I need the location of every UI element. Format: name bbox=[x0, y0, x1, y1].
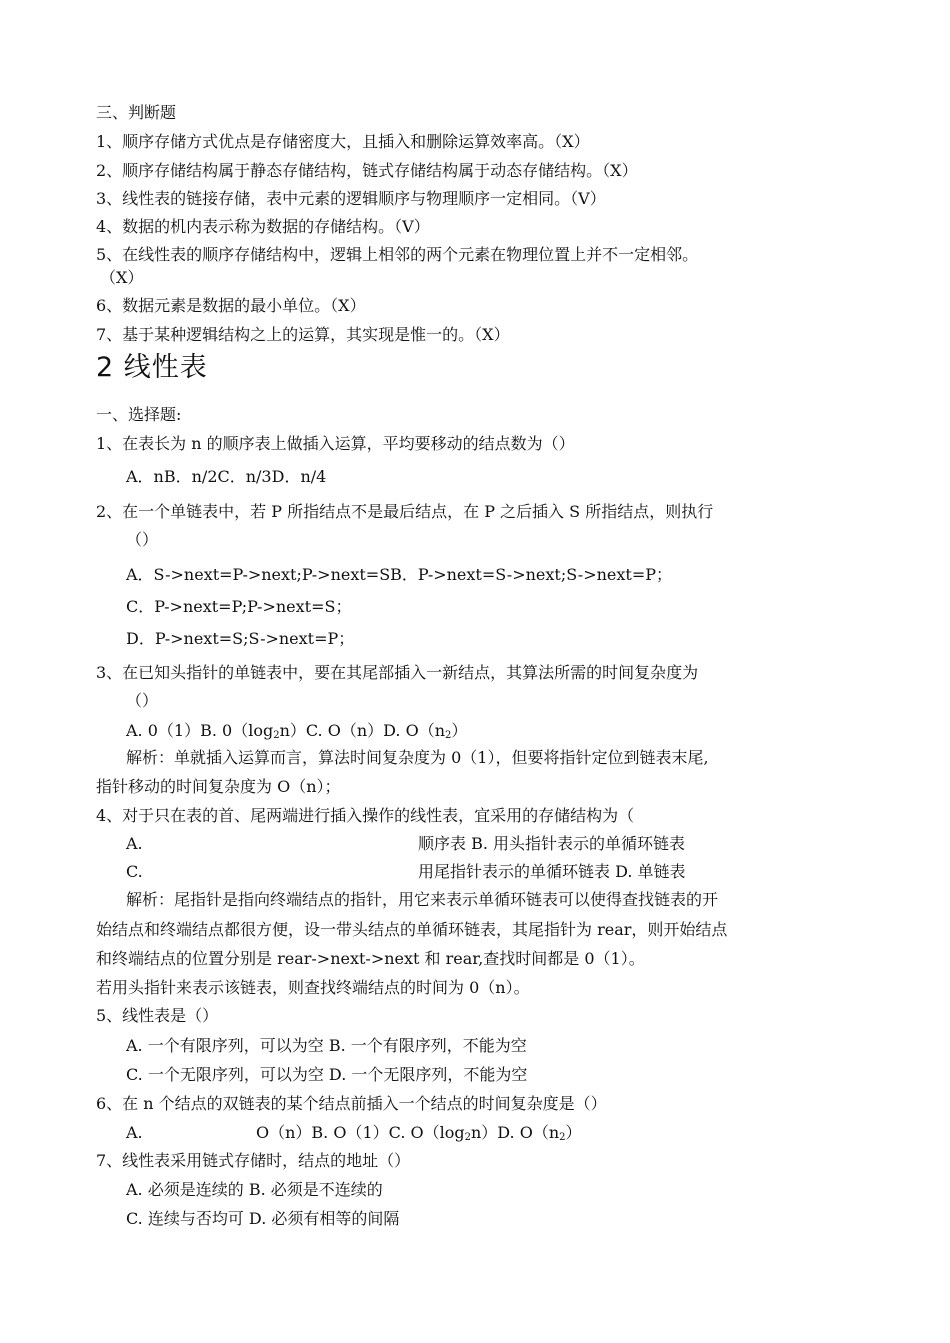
choice-q4-explanation-1: 解析：尾指针是指向终端结点的指针，用它来表示单循环链表可以使得查找链表的开 bbox=[126, 890, 719, 909]
choice-q4-explanation-4: 若用头指针来表示该链表，则查找终端结点的时间为 0（n）。 bbox=[96, 978, 530, 997]
judge-item-3: 3、线性表的链接存储，表中元素的逻辑顺序与物理顺序一定相同。（V） bbox=[96, 189, 606, 208]
choice-q3-explanation-1: 解析：单就插入运算而言，算法时间复杂度为 0（1），但要将指针定位到链表末尾, bbox=[126, 748, 709, 767]
choice-q2-option-ab: A．S->next=P->next;P->next=SB．P->next=S->next;S->next=P； bbox=[126, 565, 672, 584]
judge-item-6: 6、数据元素是数据的最小单位。（X） bbox=[96, 296, 366, 315]
choice-q4-explanation-2: 始结点和终端结点都很方便，设一带头结点的单循环链表，其尾指针为 rear，则开始结点 bbox=[96, 920, 728, 939]
judge-item-7: 7、基于某种逻辑结构之上的运算，其实现是惟一的。（X） bbox=[96, 325, 510, 344]
choice-q7-options-ab: A. 必须是连续的 B. 必须是不连续的 bbox=[126, 1180, 383, 1199]
chapter-title: 2 线性表 bbox=[96, 352, 208, 383]
choice-q6-option-a-label: A. bbox=[126, 1123, 143, 1142]
choice-q6: 6、在 n 个结点的双链表的某个结点前插入一个结点的时间复杂度是（） bbox=[96, 1094, 607, 1113]
choice-q4-option-cd: 用尾指针表示的单循环链表 D. 单链表 bbox=[418, 862, 686, 881]
judge-heading: 三、判断题 bbox=[96, 103, 177, 122]
judge-item-4: 4、数据的机内表示称为数据的存储结构。（V） bbox=[96, 217, 430, 236]
choice-q6-options: O（n）B. O（1）C. $O(\log_2n)D$. $O(n_2)$ bbox=[256, 1123, 582, 1143]
choice-q3: 3、在已知头指针的单链表中，要在其尾部插入一新结点，其算法所需的时间复杂度为 bbox=[96, 663, 699, 682]
judge-item-5-answer: （X） bbox=[100, 268, 144, 287]
choice-q4-option-a-label: A. bbox=[126, 834, 143, 853]
choice-q3-explanation-2: 指针移动的时间复杂度为 O（n）； bbox=[96, 777, 341, 796]
choice-q7-options-cd: C. 连续与否均可 D. 必须有相等的间隔 bbox=[126, 1209, 400, 1228]
choice-q4: 4、对于只在表的首、尾两端进行插入操作的线性表，宜采用的存储结构为（ bbox=[96, 806, 635, 825]
choice-q4-explanation-3: 和终端结点的位置分别是 rear->next->next 和 rear,查找时间都是 0（1）。 bbox=[96, 949, 645, 968]
choice-q2-paren: （） bbox=[126, 530, 159, 549]
choice-q5: 5、线性表是（） bbox=[96, 1006, 219, 1025]
choice-q7: 7、线性表采用链式存储时，结点的地址（） bbox=[96, 1151, 411, 1170]
judge-item-1: 1、顺序存储方式优点是存储密度大，且插入和删除运算效率高。（X） bbox=[96, 132, 590, 151]
choice-q1-options: A．nB．n/2C．n/3D．n/4 bbox=[126, 467, 327, 486]
choice-q3-options: A. 0（1）B. $0(\log_2n)C$. O（n）D. $O(n_2)$ bbox=[126, 721, 468, 741]
choice-q3-paren: （） bbox=[126, 691, 159, 710]
choice-q2-option-d: D．P->next=S;S->next=P； bbox=[126, 629, 355, 648]
choice-q5-options-cd: C. 一个无限序列，可以为空 D. 一个无限序列，不能为空 bbox=[126, 1065, 528, 1084]
judge-item-5: 5、在线性表的顺序存储结构中，逻辑上相邻的两个元素在物理位置上并不一定相邻。 bbox=[96, 245, 699, 264]
choice-q2: 2、在一个单链表中，若 P 所指结点不是最后结点，在 P 之后插入 S 所指结点，则执行 bbox=[96, 502, 714, 521]
choice-heading: 一、选择题: bbox=[96, 405, 182, 424]
choice-q4-option-ab: 顺序表 B. 用头指针表示的单循环链表 bbox=[418, 834, 686, 853]
choice-q4-option-c-label: C. bbox=[126, 862, 143, 881]
choice-q2-option-c: C．P->next=P;P->next=S； bbox=[126, 597, 352, 616]
judge-item-2: 2、顺序存储结构属于静态存储结构，链式存储结构属于动态存储结构。（X） bbox=[96, 161, 638, 180]
choice-q1: 1、在表长为 n 的顺序表上做插入运算，平均要移动的结点数为（） bbox=[96, 434, 575, 453]
choice-q5-options-ab: A. 一个有限序列，可以为空 B. 一个有限序列，不能为空 bbox=[126, 1036, 527, 1055]
